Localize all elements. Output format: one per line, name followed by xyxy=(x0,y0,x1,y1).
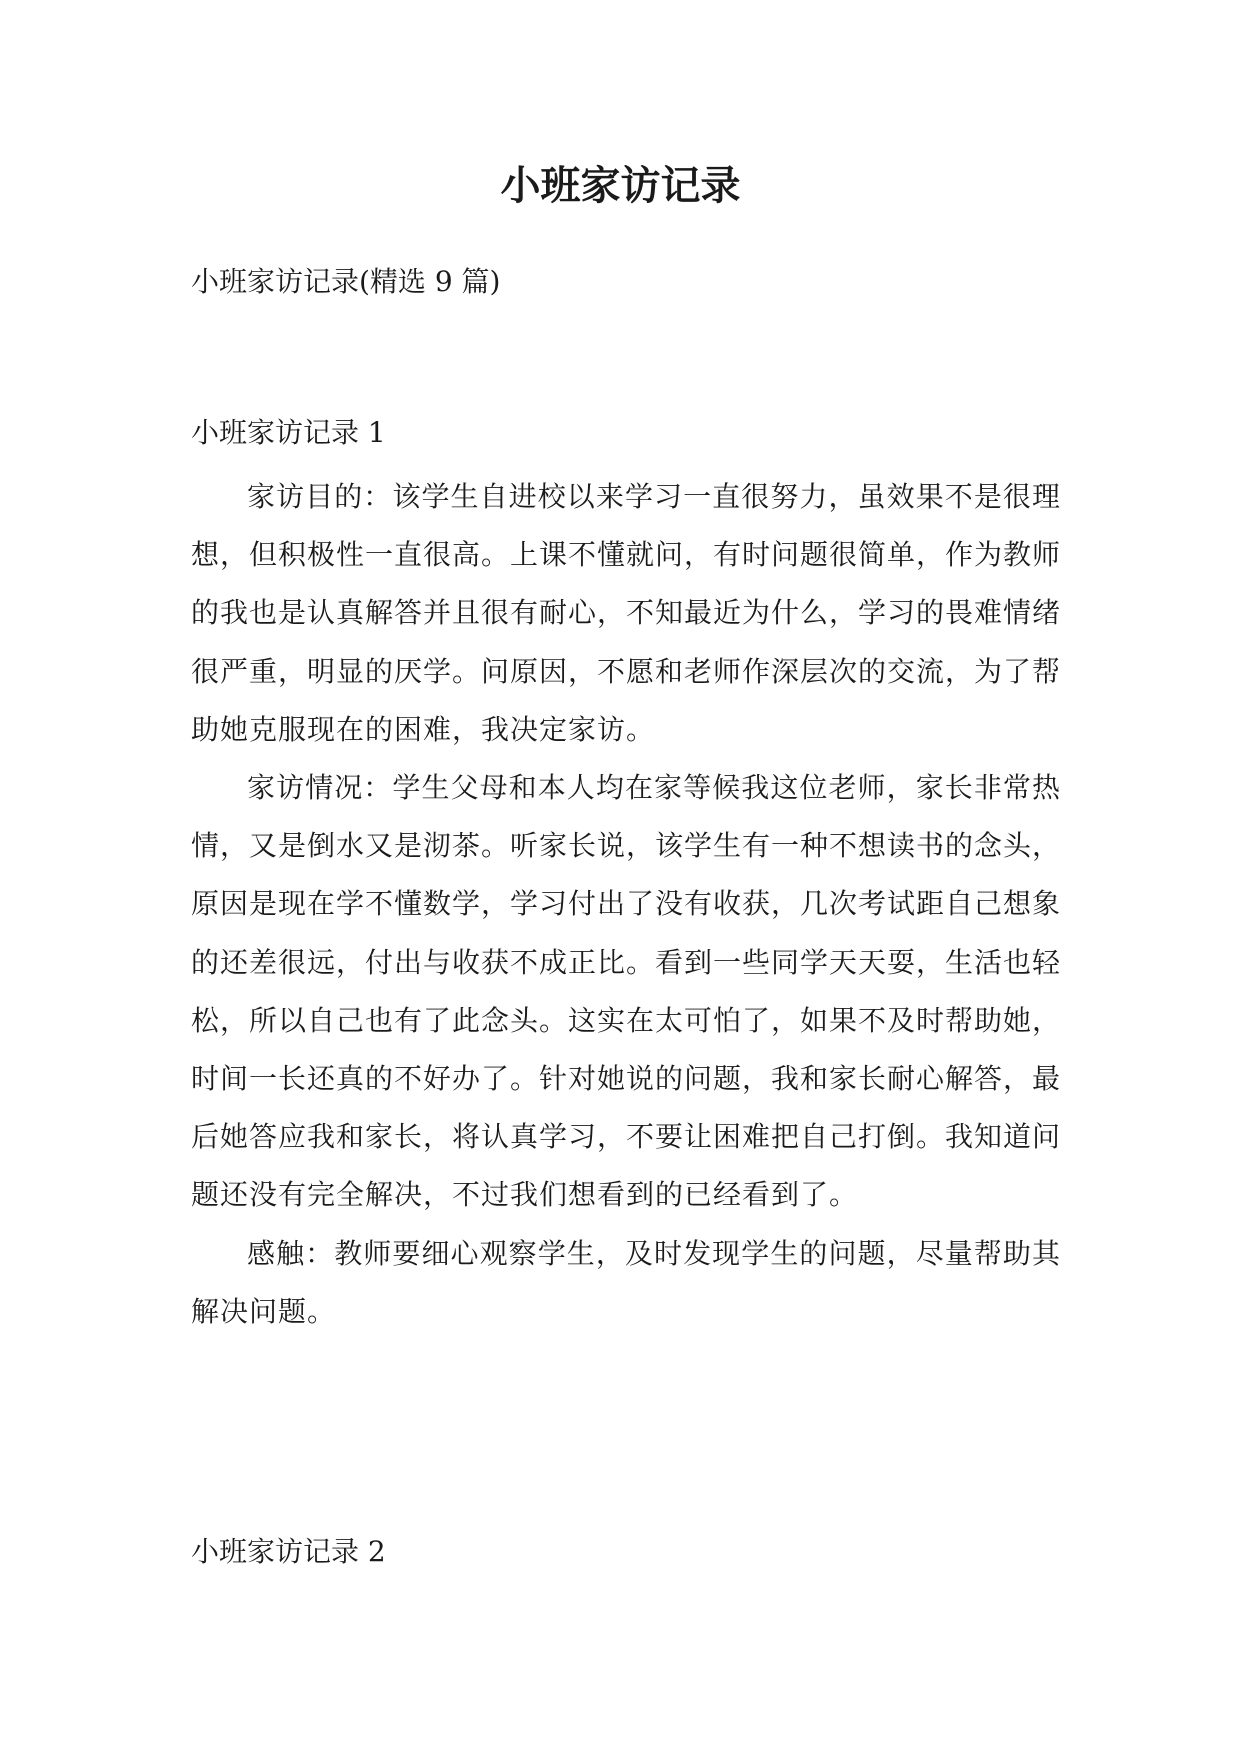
section-heading-1: 小班家访记录 1 xyxy=(191,416,386,449)
section-heading-2: 小班家访记录 2 xyxy=(191,1535,386,1568)
document-title: 小班家访记录 xyxy=(500,162,741,209)
paragraph-reflection: 感触：教师要细心观察学生，及时发现学生的问题，尽量帮助其解决问题。 xyxy=(191,1236,1061,1328)
section-1-body xyxy=(191,468,1061,1341)
paragraph-visit-situation: 家访情况：学生父母和本人均在家等候我这位老师，家长非常热情，又是倒水又是沏茶。听家长说，该学生有一种不想读书的念头，原因是现在学不懂数学，学习付出了没有收获，几次考试距自己想象的还差很远，付出与收获不成正比。看到一些同学天天耍，生活也轻松，所以自己也有了此念头。这实在太可怕了，如果不及时帮助她，时间一长还真的不好办了。针对她说的问题，我和家长耐心解答，最后她答应我和家长，将认真学习，不要让困难把自己打倒。我知道问题还没有完全解决，不过我们想看到的已经看到了。 xyxy=(191,771,1062,1212)
document-subtitle: 小班家访记录(精选 9 篇) xyxy=(191,265,501,298)
paragraph-visit-purpose: 家访目的：该学生自进校以来学习一直很努力，虽效果不是很理想，但积极性一直很高。上课不懂就问，有时问题很简单，作为教师的我也是认真解答并且很有耐心，不知最近为什么，学习的畏难情绪很严重，明显的厌学。问原因，不愿和老师作深层次的交流，为了帮助她克服现在的困难，我决定家访。 xyxy=(191,480,1062,746)
